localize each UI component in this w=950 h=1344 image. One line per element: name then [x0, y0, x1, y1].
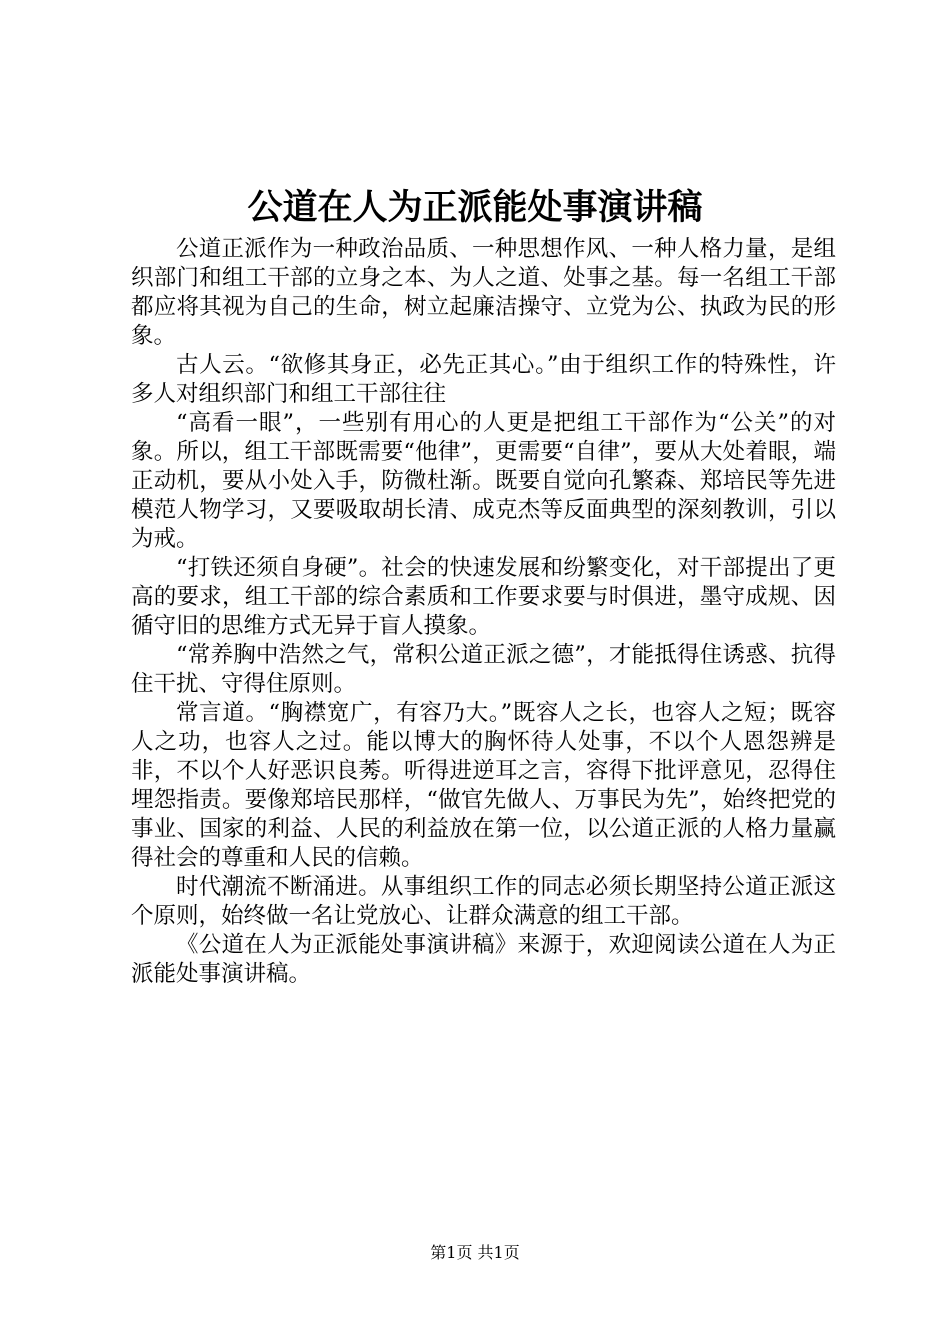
- paragraph: “高看一眼”，一些别有用心的人更是把组工干部作为“公关”的对象。所以，组工干部既需要“他律”，更需要“自律”，要从大处着眼，端正动机，要从小处入手，防微杜渐。既要自觉向孔繁森、郑培民等先进模范人物学习，又要吸取胡长清、成克杰等反面典型的深刻教训，引以为戒。: [131, 410, 836, 552]
- paragraph: 公道正派作为一种政治品质、一种思想作风、一种人格力量，是组织部门和组工干部的立身之本、为人之道、处事之基。每一名组工干部都应将其视为自己的生命，树立起廉洁操守、立党为公、执政为民的形象。: [131, 236, 836, 349]
- paragraph: 常言道。“胸襟宽广，有容乃大。”既容人之长，也容人之短；既容人之功，也容人之过。能以博大的胸怀待人处事，不以个人恩怨辨是非，不以个人好恶识良莠。听得进逆耳之言，容得下批评意见，忍得住埋怨指责。要像郑培民那样，“做官先做人、万事民为先”，始终把党的事业、国家的利益、人民的利益放在第一位，以公道正派的人格力量赢得社会的尊重和人民的信赖。: [131, 700, 836, 871]
- page-footer: 第1页 共1页: [430, 1243, 520, 1262]
- document-title: 公道在人为正派能处事演讲稿: [247, 187, 703, 228]
- paragraph: “打铁还须自身硬”。社会的快速发展和纷繁变化，对干部提出了更高的要求，组工干部的综合素质和工作要求要与时俱进，墨守成规、因循守旧的思维方式无异于盲人摸象。: [131, 555, 836, 639]
- document-body: [131, 235, 836, 989]
- paragraph: “常养胸中浩然之气，常积公道正派之德”，才能抵得住诱惑、抗得住干扰、守得住原则。: [131, 642, 836, 697]
- paragraph: 《公道在人为正派能处事演讲稿》来源于，欢迎阅读公道在人为正派能处事演讲稿。: [131, 932, 836, 987]
- paragraph: 时代潮流不断涌进。从事组织工作的同志必须长期坚持公道正派这个原则，始终做一名让党放心、让群众满意的组工干部。: [131, 874, 836, 929]
- paragraph: 古人云。“欲修其身正，必先正其心。”由于组织工作的特殊性，许多人对组织部门和组工干部往往: [131, 352, 836, 407]
